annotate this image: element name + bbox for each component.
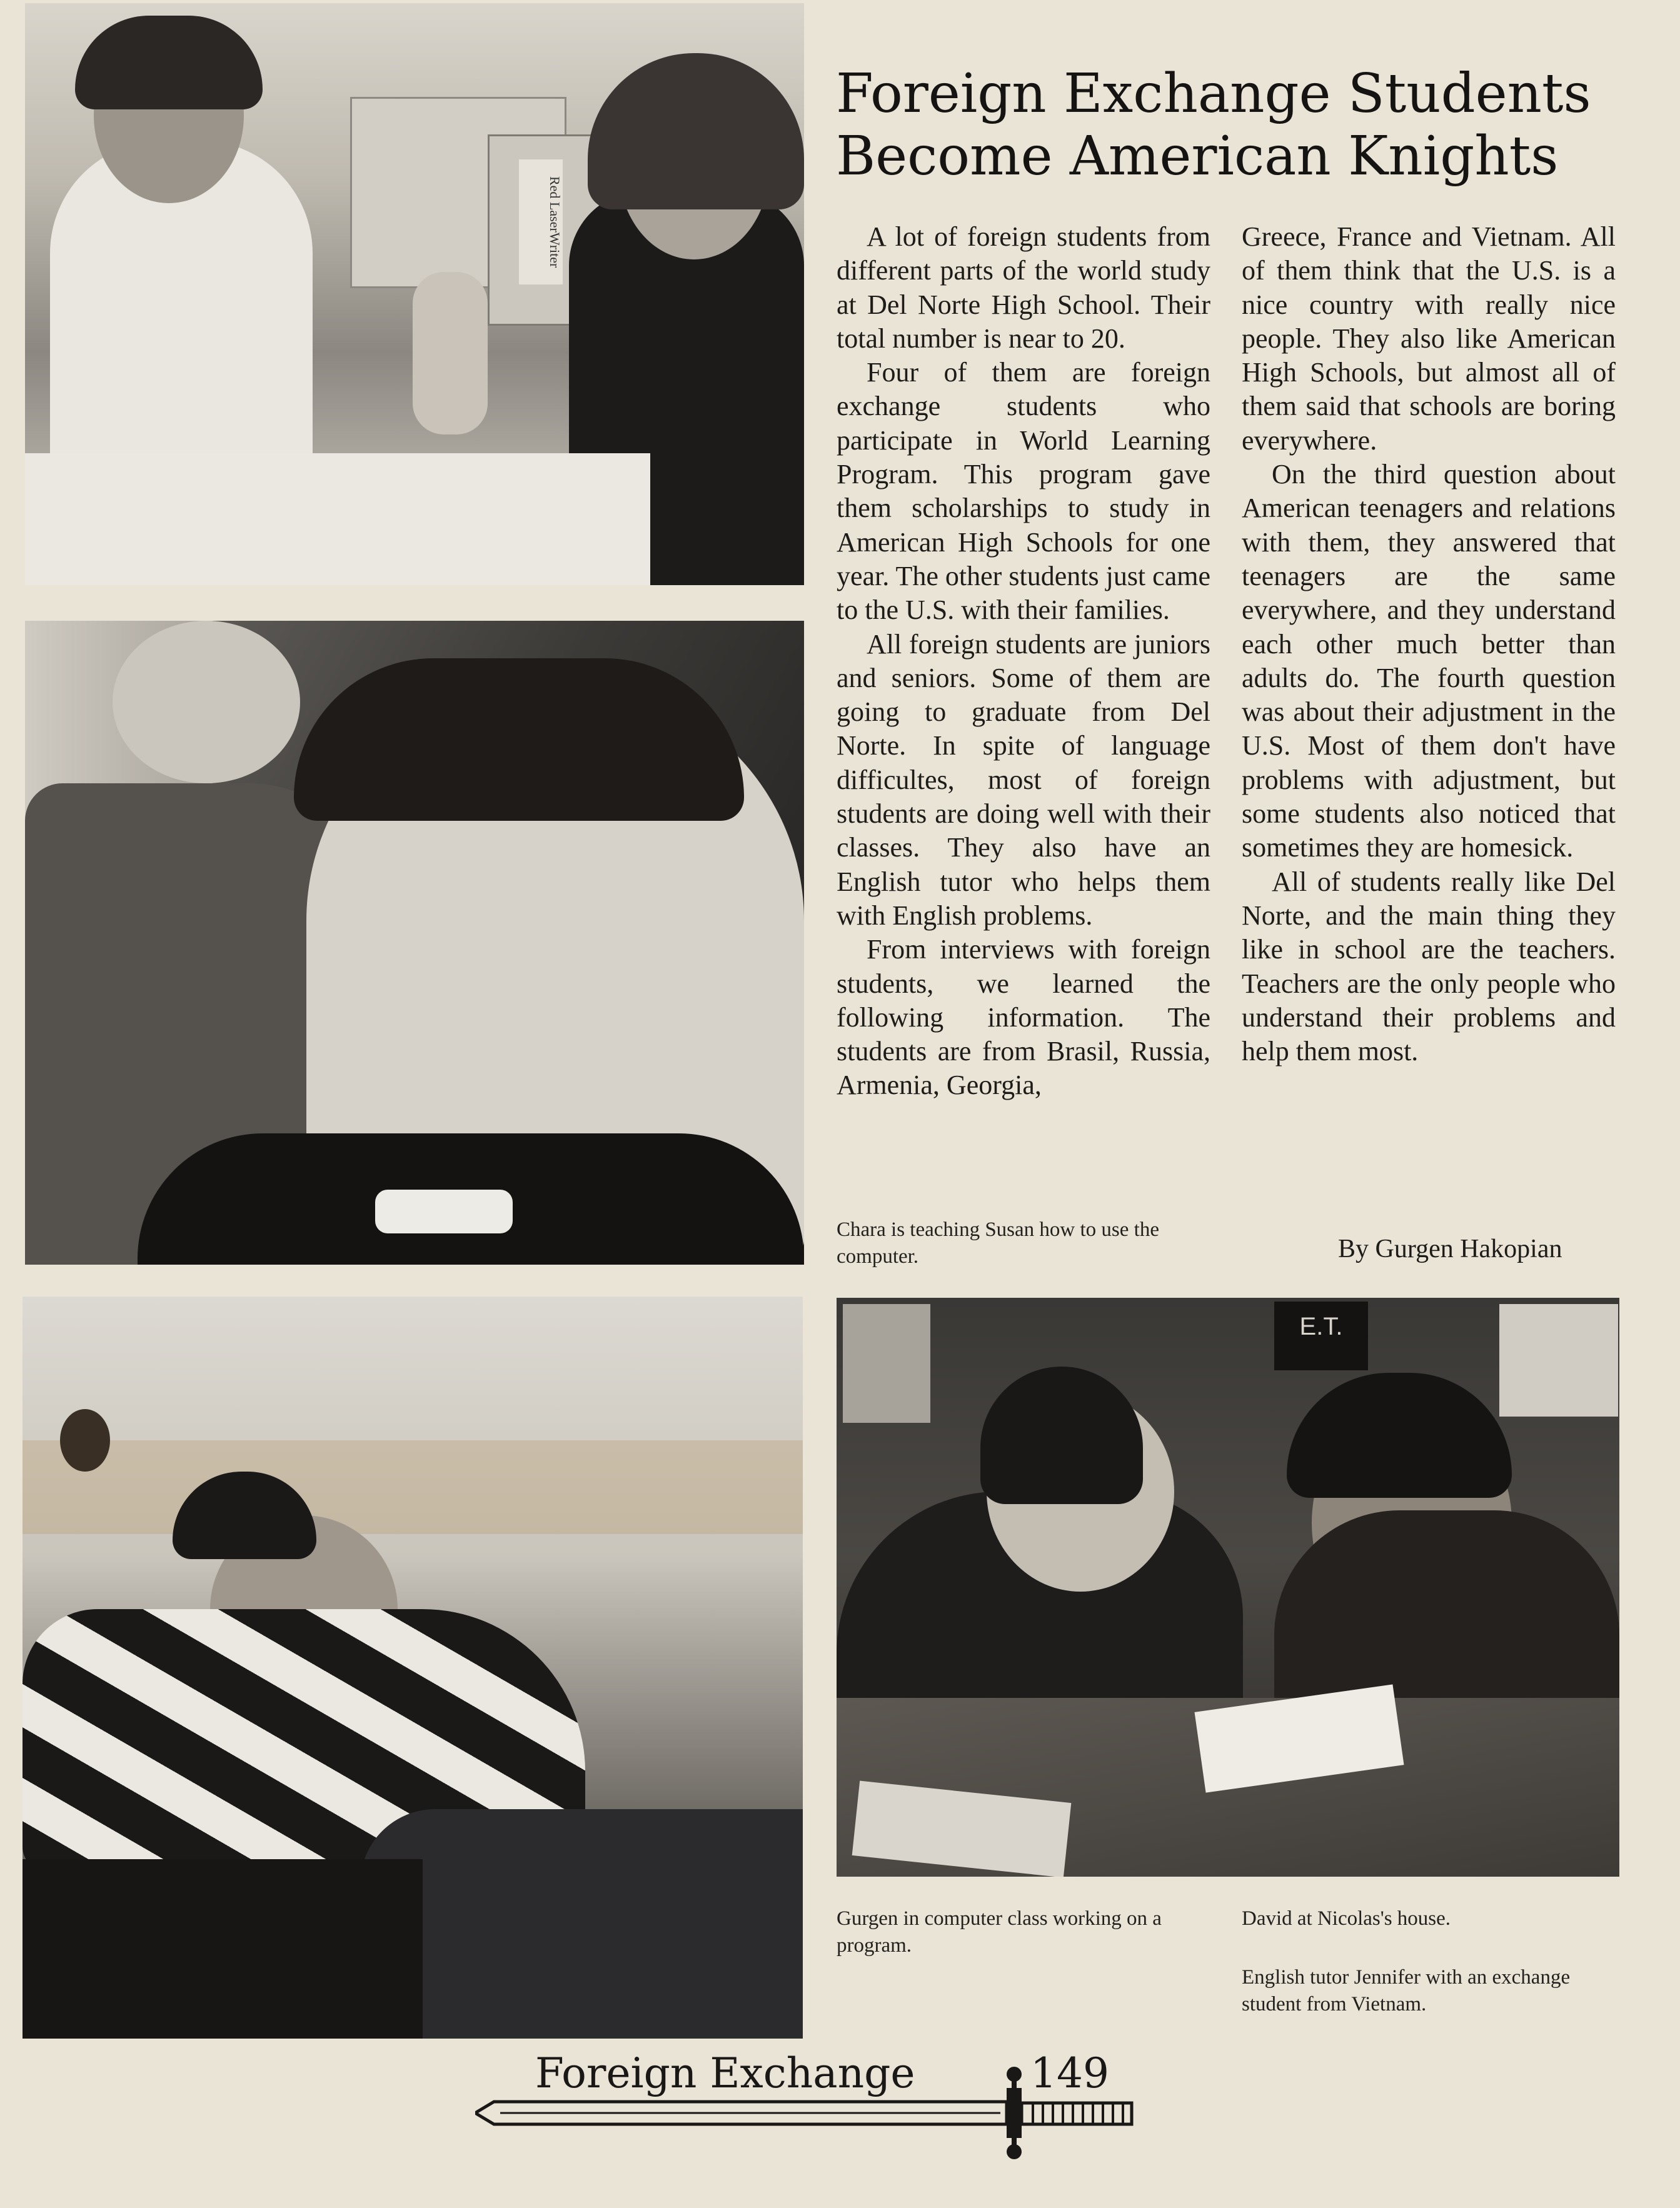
article-title bbox=[836, 63, 1667, 188]
title-line-2: Become American Knights bbox=[836, 125, 1559, 188]
photo-chara-and-susan bbox=[25, 3, 804, 585]
paragraph: Four of them are foreign exchange students who participate in World Learning Program. This program gave them scholarships to study in American High Schools for one year. The other students just came to the U.S. with their families. bbox=[837, 357, 1210, 626]
paragraph: All of students really like Del Norte, and the main thing they like in school are the teachers. Teachers are the only people who understand their problems and help them most. bbox=[1242, 866, 1616, 1067]
photo-gurgen-computer-class bbox=[25, 621, 804, 1265]
caption-jennifer: English tutor Jennifer with an exchange student from Vietnam. bbox=[1242, 1966, 1571, 2015]
article-column-2 bbox=[1242, 220, 1616, 1068]
page-number: 149 bbox=[1030, 2049, 1109, 2097]
paragraph: A lot of foreign students from different parts of the world study at Del Norte High School. Their total number is near to 20. bbox=[837, 221, 1210, 354]
footer-section-label: Foreign Exchange bbox=[535, 2049, 915, 2097]
paragraph: All foreign students are juniors and seniors. Some of them are going to graduate from Del Norte. In spite of language difficultes, most of foreign students are doing well with their classes. They also have an English tutor who helps them with English problems. bbox=[837, 628, 1210, 931]
photo-david-at-nicolas-house bbox=[23, 1297, 803, 2039]
byline: By Gurgen Hakopian bbox=[1338, 1235, 1562, 1263]
sword-icon bbox=[475, 2057, 1138, 2163]
caption-chara: Chara is teaching Susan how to use the computer. bbox=[837, 1218, 1159, 1268]
paragraph-continued: Greece, France and Vietnam. All of them think that the U.S. is a nice country with really nice people. They also like American High Schools, but almost all of them said that schools are boring everywhere. bbox=[1242, 221, 1616, 456]
article-column-1 bbox=[837, 220, 1210, 1103]
caption-david: David at Nicolas's house. bbox=[1242, 1907, 1451, 1930]
et-poster: E.T. bbox=[1274, 1302, 1368, 1370]
caption-gurgen: Gurgen in computer class working on a program. bbox=[837, 1907, 1162, 1957]
paragraph: On the third question about American teenagers and relations with them, they answered that teenagers are the same everywhere, and they understand each other much better than adults do. The fourth question was about their adjustment in the U.S. Most of them don't have problems with adjustment, but some students also noticed that sometimes they are homesick. bbox=[1242, 459, 1616, 863]
laserwriter-label: Red LaserWriter bbox=[519, 159, 563, 284]
photo-english-tutor-jennifer bbox=[837, 1298, 1619, 1877]
title-line-1: Foreign Exchange Students bbox=[836, 63, 1591, 125]
paragraph: From interviews with foreign students, we learned the following information. The students are from Brasil, Russia, Armenia, Georgia, bbox=[837, 934, 1210, 1101]
